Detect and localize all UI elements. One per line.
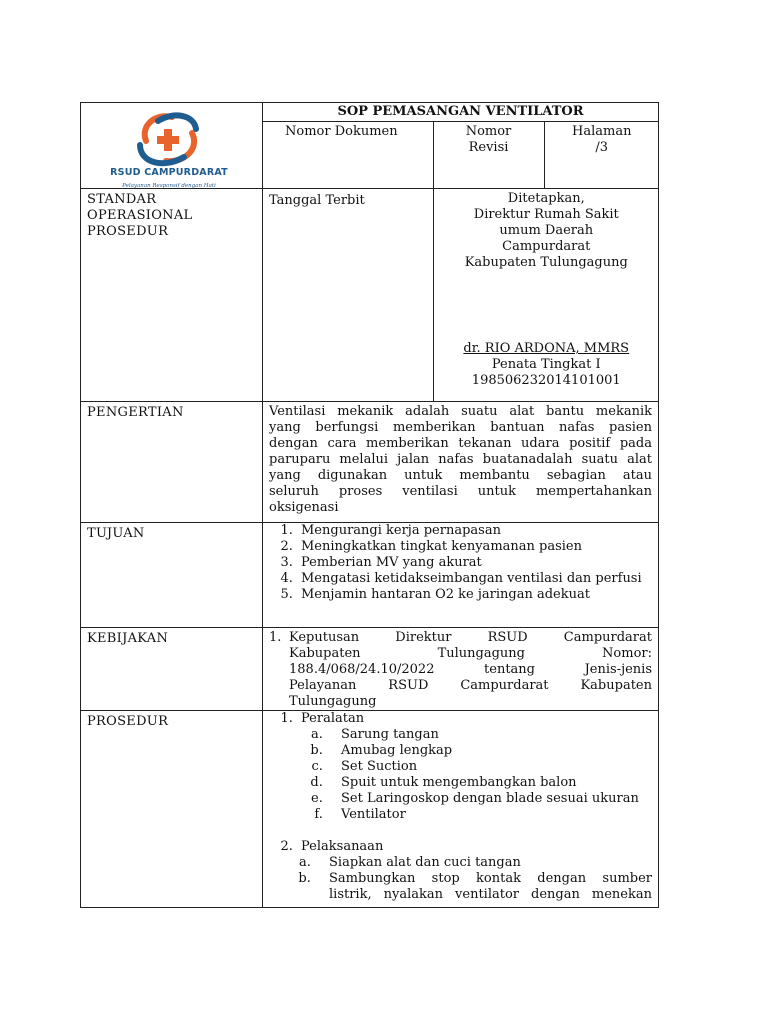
peralatan-title: Peralatan xyxy=(301,711,365,726)
nomor-revisi-label xyxy=(433,122,544,188)
list-item: a. Sarung tangan xyxy=(327,727,652,743)
kebijakan-number: 1. xyxy=(269,630,282,645)
tujuan-list xyxy=(269,523,652,603)
list-item: 2. Meningkatkan tingkat kenyamanan pasien xyxy=(297,539,652,555)
tujuan-label: TUJUAN xyxy=(81,523,263,628)
tujuan-list-cell xyxy=(263,523,659,628)
header-info-table xyxy=(263,122,659,188)
standar-label xyxy=(81,189,263,402)
list-item xyxy=(297,839,652,903)
ditetapkan-line: Ditetapkan, xyxy=(507,191,585,206)
peralatan-list xyxy=(301,727,652,823)
signer-name: dr. RIO ARDONA, MMRS xyxy=(463,341,630,356)
pengertian-text xyxy=(263,402,659,523)
pelaksanaan-list xyxy=(301,855,652,903)
pelaksanaan-b-line: b. Sambungkan stop kontak dengan sumber xyxy=(329,871,652,886)
nomor-dokumen-label: Nomor Dokumen xyxy=(263,122,433,188)
prosedur-content xyxy=(263,711,659,908)
pengertian-line: seluruh proses ventilasi untuk mempertahankan xyxy=(269,484,652,499)
pengertian-line: yang digunakan untuk membantu sebagian atau xyxy=(269,468,652,483)
kebijakan-text xyxy=(263,628,659,711)
logo-tagline: Pelayanan Responsif dengan Hati xyxy=(122,183,216,189)
ditetapkan-line: Campurdarat xyxy=(502,239,591,254)
hospital-cross-icon xyxy=(134,111,204,167)
ditetapkan-line: Direktur Rumah Sakit xyxy=(473,207,619,222)
pengertian-line: paruparu melalui jalan nafas buatanadalah suatu alat xyxy=(269,452,652,467)
nomor-revisi-line1: Nomor xyxy=(465,124,512,139)
pelaksanaan-title: Pelaksanaan xyxy=(301,839,384,854)
kebijakan-line: Keputusan Direktur RSUD Campurdarat xyxy=(289,630,652,645)
kebijakan-line: Tulungagung xyxy=(289,694,377,709)
document-title: SOP PEMASANGAN VENTILATOR xyxy=(263,103,659,122)
halaman-cell xyxy=(544,122,659,188)
ditetapkan-cell xyxy=(433,189,659,401)
pelaksanaan-b-line: listrik, nyalakan ventilator dengan menekan xyxy=(329,887,652,902)
signer-rank: Penata Tingkat I xyxy=(491,357,601,372)
list-item: 5. Menjamin hantaran O2 ke jaringan adekuat xyxy=(297,587,652,603)
halaman-label: Halaman xyxy=(572,124,632,139)
prosedur-label: PROSEDUR xyxy=(81,711,263,908)
ditetapkan-line: Kabupaten Tulungagung xyxy=(464,255,628,270)
ditetapkan-line: umum Daerah xyxy=(499,223,594,238)
pengertian-label: PENGERTIAN xyxy=(81,402,263,523)
kebijakan-label: KEBIJAKAN xyxy=(81,628,263,711)
prosedur-list xyxy=(269,711,652,903)
hospital-logo xyxy=(94,107,244,189)
logo-cell xyxy=(81,103,263,189)
pengertian-line: oksigenasi xyxy=(269,500,339,515)
standar-label-line3: PROSEDUR xyxy=(87,224,169,239)
list-item xyxy=(315,871,652,903)
standar-info-table xyxy=(263,189,659,401)
logo-name: RSUD CAMPURDARAT xyxy=(110,167,228,178)
list-item: 1. Mengurangi kerja pernapasan xyxy=(297,523,652,539)
sop-document xyxy=(80,102,658,908)
pengertian-line: Ventilasi mekanik adalah suatu alat bantu mekanik xyxy=(269,404,652,419)
sop-table xyxy=(80,102,659,908)
kebijakan-line: 188.4/068/24.10/2022 tentang Jenis-jenis xyxy=(289,662,652,677)
list-item: c. Set Suction xyxy=(327,759,652,775)
signer-nip: 198506232014101001 xyxy=(471,373,621,388)
list-item: 3. Pemberian MV yang akurat xyxy=(297,555,652,571)
kebijakan-line: Pelayanan RSUD Campurdarat Kabupaten xyxy=(289,678,652,693)
pengertian-line: yang berfungsi memberikan bantuan nafas pasien xyxy=(269,420,652,435)
list-item: 4. Mengatasi ketidakseimbangan ventilasi dan perfusi xyxy=(297,571,652,587)
standar-label-line1: STANDAR xyxy=(87,192,157,207)
kebijakan-line: Kabupaten Tulungagung Nomor: xyxy=(289,646,652,661)
list-item: a. Siapkan alat dan cuci tangan xyxy=(315,855,652,871)
list-item: e. Set Laringoskop dengan blade sesuai ukuran xyxy=(327,791,652,807)
list-item: f. Ventilator xyxy=(327,807,652,823)
tanggal-terbit-label: Tanggal Terbit xyxy=(263,189,433,401)
standar-label-line2: OPERASIONAL xyxy=(87,208,193,223)
list-item: d. Spuit untuk mengembangkan balon xyxy=(327,775,652,791)
nomor-revisi-line2: Revisi xyxy=(468,140,509,155)
list-item xyxy=(297,711,652,823)
list-item: b. Amubag lengkap xyxy=(327,743,652,759)
halaman-value: /3 xyxy=(595,140,609,155)
pengertian-line: dengan cara memberikan tekanan udara positif pada xyxy=(269,436,652,451)
